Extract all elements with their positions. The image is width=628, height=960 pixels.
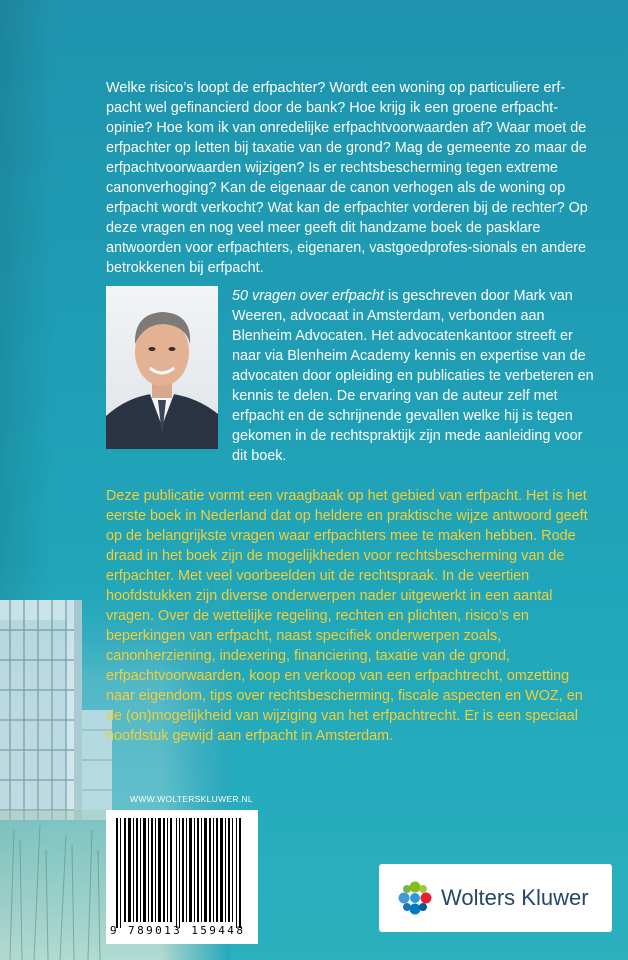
publisher-name: Wolters Kluwer xyxy=(441,885,589,910)
author-photo xyxy=(106,286,218,449)
isbn-number: 9 789013 159448 xyxy=(110,924,246,937)
author-bio-text: is geschreven door Mark van Weeren, advocaat in Amsterdam, verbonden aan Blenheim Advocaten. Het advocatenkantoor streeft er naar via Blenheim Academy kennis en expertise van de advocaten door opleiding en publicaties te verbeteren en kennis te delen. De ervaring van de auteur zelf met erfpacht en de schrijnende gevallen welke hij is tegen gekomen in de rechtspraktijk zijn mede aanleiding voor dit boek. xyxy=(232,288,594,464)
author-bio xyxy=(232,286,597,466)
book-title-italic: 50 vragen over erfpacht xyxy=(232,288,384,304)
website-url: WWW.WOLTERSKLUWER.NL xyxy=(130,794,253,804)
summary-paragraph: Deze publicatie vormt een vraagbaak op het gebied van erfpacht. Het is het eerste boek in Nederland dat op heldere en praktische wijze antwoord geeft op de belangrijkste vragen waar erfpachters mee te maken hebben. Rode draad in het boek zijn de mogelijkheden voor rechtsbescherming van de erfpachter. Met veel voorbeelden uit de rechtspraak. In de veertien hoofdstukken zijn diverse onderwerpen nader uitgewerkt in een aantal vragen. Over de wettelijke regeling, rechten en plichten, risico’s en beperkingen van erfpacht, naast specifiek onderwerpen zoals, canonherziening, indexering, financiering, taxatie van de grond, erfpachtvoorwaarden, koop en verkoop van een erfpachtrecht, omzetting naar eigendom, tips over rechtsbescherming, fiscale aspecten en WOZ, en de (on)mogelijkheid van wijziging van het erfpachtrecht. Er is een speciaal hoofdstuk gewijd aan erfpacht in Amsterdam. xyxy=(106,488,588,744)
intro-paragraph: Welke risico’s loopt de erfpachter? Wordt een woning op particuliere erf-pacht wel gefinancierd door de bank? Hoe krijg ik een groene erfpacht-opinie? Hoe kom ik van onredelijke erfpachtvoorwaarden af? Waar moet de erfpachter op letten bij taxatie van de grond? Mag de gemeente zo maar de erfpachtvoorwaarden wijzigen? Is er rechtsbescherming tegen extreme canonverhoging? Kan de eigenaar de canon verhogen als de woning op erfpacht wordt verkocht? Wat kan de erfpachter vorderen bij de rechter? Op deze vragen en nog veel meer geeft dit handzame boek de pasklare antwoorden voor erfpachters, eigenaren, vastgoedprofes-sionals en andere betrokkenen bij erfpacht. xyxy=(106,80,588,276)
publisher-logo xyxy=(379,864,612,932)
wolters-kluwer-logo-icon xyxy=(395,878,435,918)
